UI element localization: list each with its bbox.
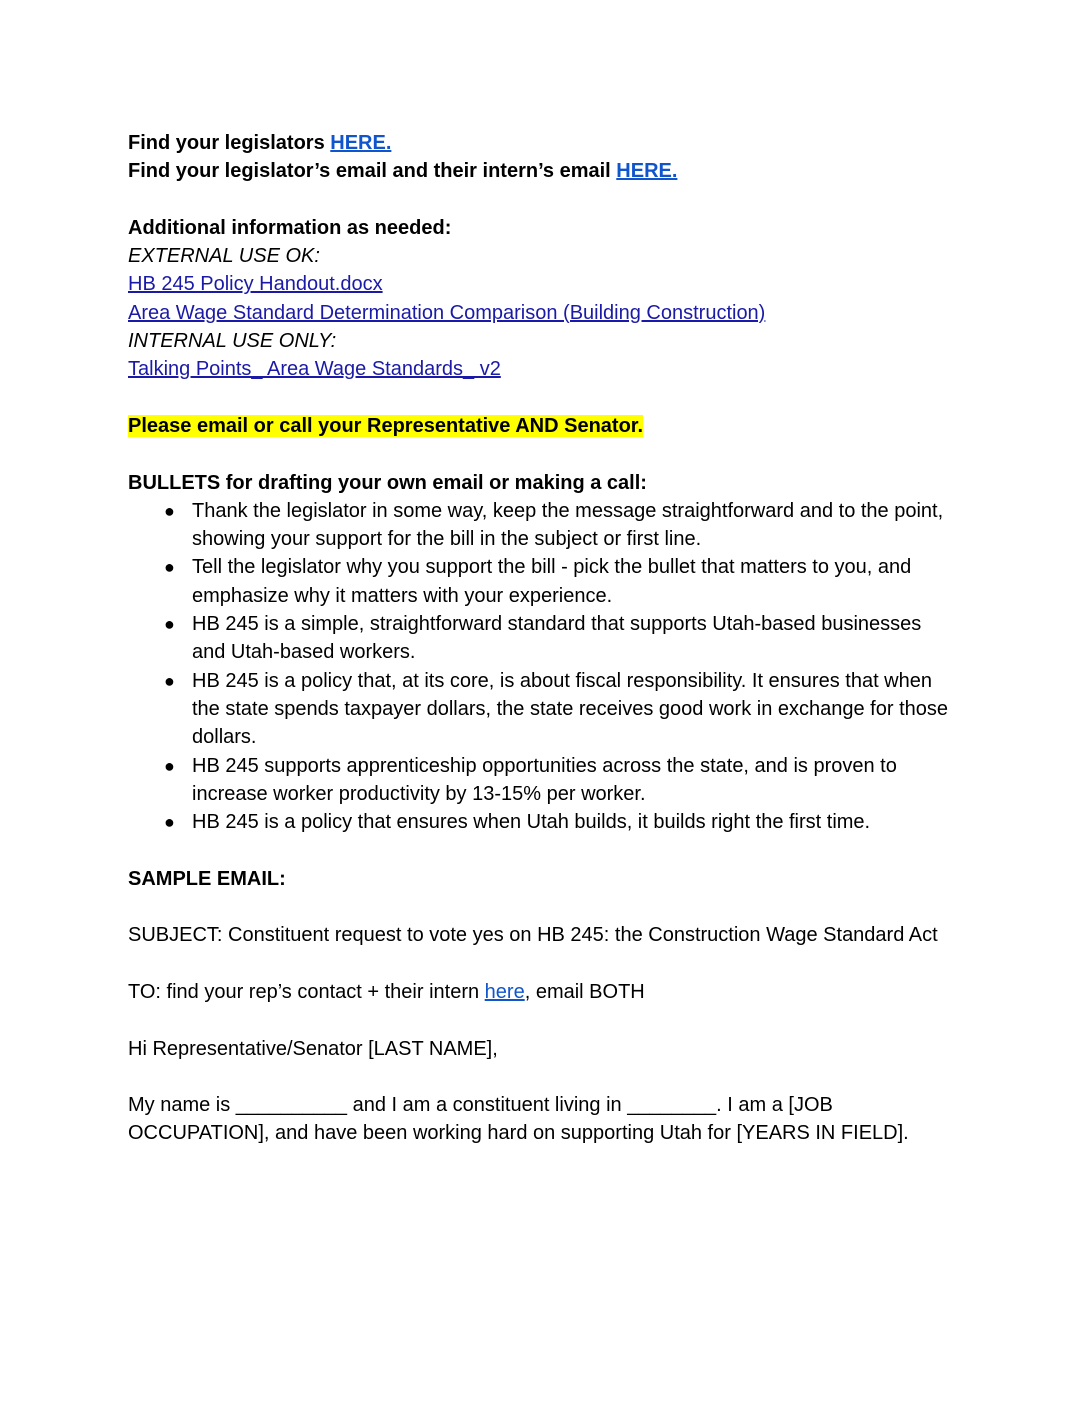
bullet-dot-icon: ● xyxy=(164,670,175,691)
call-to-action-highlight: Please email or call your Representative AND Senator. xyxy=(128,414,644,437)
bullet-dot-icon: ● xyxy=(164,755,175,776)
sample-email-greeting: Hi Representative/Senator [LAST NAME], xyxy=(128,1037,498,1060)
spacer xyxy=(128,950,968,978)
sample-email-heading: SAMPLE EMAIL: xyxy=(128,867,286,890)
bullet-item: ● HB 245 is a policy that, at its core, is about fiscal responsibility. It ensures that when the state spends taxpayer dollars, the state receives good work in exchange for those dollars. xyxy=(128,667,968,752)
bullet-list xyxy=(128,497,968,837)
bullet-dot-icon: ● xyxy=(164,500,175,521)
bullet-dot-icon: ● xyxy=(164,614,175,635)
find-legislators-text: Find your legislators xyxy=(128,132,331,154)
spacer xyxy=(128,186,968,214)
find-email-text: Find your legislator’s email and their intern’s email xyxy=(128,160,617,183)
policy-handout-link[interactable]: HB 245 Policy Handout.docx xyxy=(128,273,383,296)
talking-points-link[interactable]: Talking Points_ Area Wage Standards_ v2 xyxy=(128,358,501,381)
spacer xyxy=(128,1063,968,1091)
internal-use-label: INTERNAL USE ONLY: xyxy=(128,330,337,353)
bullet-dot-icon: ● xyxy=(164,557,175,578)
spacer xyxy=(128,1006,968,1034)
wage-comparison-link[interactable]: Area Wage Standard Determination Comparison (Building Construction) xyxy=(128,301,766,324)
bullet-dot-icon: ● xyxy=(164,812,175,833)
sample-email-body: My name is __________ and I am a constituent living in ________. I am a [JOB OCCUPATION], and have been working hard on supporting Utah for [YEARS IN FIELD]. xyxy=(128,1094,909,1145)
spacer xyxy=(128,893,968,921)
find-legislators-link[interactable]: HERE. xyxy=(330,132,392,154)
document-page xyxy=(128,129,968,1148)
bullets-heading: BULLETS for drafting your own email or making a call: xyxy=(128,471,647,494)
bullet-item: ● HB 245 supports apprenticeship opportunities across the state, and is proven to increase worker productivity by 13-15% per worker. xyxy=(128,752,968,809)
external-use-label: EXTERNAL USE OK: xyxy=(128,245,320,268)
bullet-item: ● Tell the legislator why you support the bill - pick the bullet that matters to you, and emphasize why it matters with your experience. xyxy=(128,553,968,610)
sample-email-to-line: TO: find your rep’s contact + their intern here, email BOTH xyxy=(128,980,645,1003)
spacer xyxy=(128,440,968,468)
spacer xyxy=(128,836,968,864)
bullet-item: ● Thank the legislator in some way, keep the message straightforward and to the point, showing your support for the bill in the subject or first line. xyxy=(128,497,968,554)
find-email-line xyxy=(128,157,968,185)
additional-info-heading: Additional information as needed: xyxy=(128,216,452,239)
rep-contact-link[interactable]: here xyxy=(484,980,525,1003)
spacer xyxy=(128,384,968,412)
find-legislators-line xyxy=(128,129,968,157)
find-email-link[interactable]: HERE. xyxy=(616,160,678,183)
bullet-item: ● HB 245 is a simple, straightforward standard that supports Utah-based businesses and Utah-based workers. xyxy=(128,610,968,667)
bullet-item: ● HB 245 is a policy that ensures when Utah builds, it builds right the first time. xyxy=(128,808,968,836)
sample-email-subject: SUBJECT: Constituent request to vote yes on HB 245: the Construction Wage Standard Act xyxy=(128,924,938,947)
